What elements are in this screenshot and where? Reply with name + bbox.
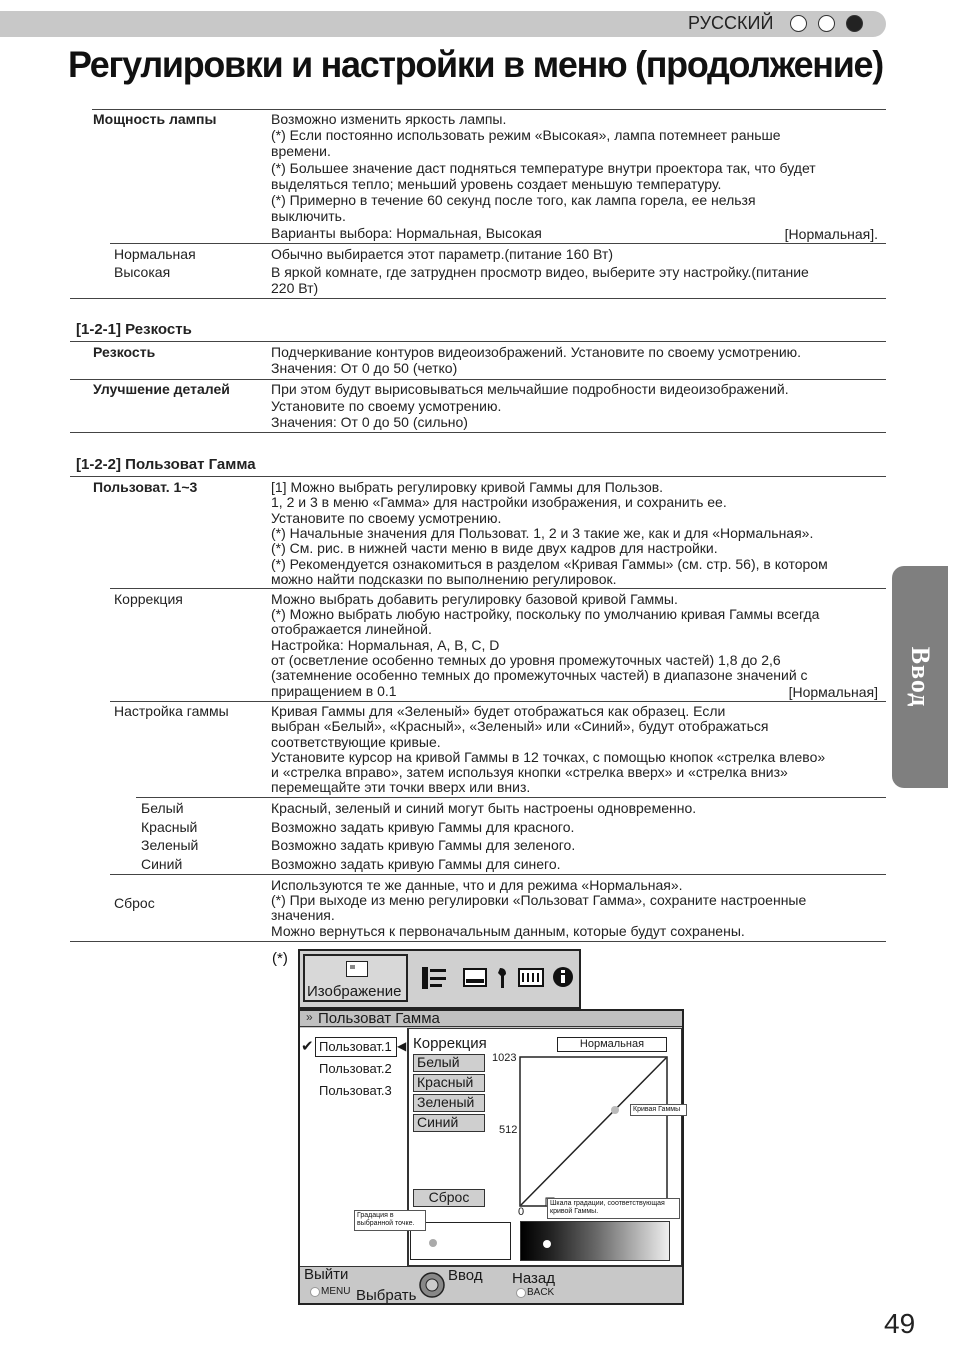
- lamp-option: Нормальная: [114, 246, 196, 262]
- gamma-setting-desc: Установите курсор на кривой Гаммы в 12 точках, с помощью кнопок «стрелка влево»: [271, 749, 826, 765]
- gradation-point: [429, 1239, 437, 1247]
- image-icon: [346, 961, 368, 977]
- lamp-default: [Нормальная].: [784, 226, 878, 242]
- color-term: Красный: [141, 819, 198, 835]
- curve-point: [611, 1106, 619, 1114]
- correction-term: Коррекция: [114, 591, 183, 607]
- gamma-desc: (*) Рекомендуется ознакомиться в разделом «Кривая Гаммы» (см. стр. 56), в котором: [271, 556, 828, 572]
- divider: [70, 298, 886, 299]
- scale-callout: Шкала градации, соответствующая кривой Гаммы.: [547, 1198, 680, 1219]
- detail-desc: Установите по своему усмотрению.: [271, 398, 502, 414]
- tab-image[interactable]: [303, 954, 408, 1002]
- indicator-circle-active: [846, 15, 863, 32]
- correction-desc: Настройка: Нормальная, A, B, C, D: [271, 637, 500, 653]
- lamp-line: Варианты выбора: Нормальная, Высокая: [271, 225, 542, 241]
- back-key-label: BACK: [527, 1287, 555, 1298]
- section-heading: [1-2-2] Пользоват Гамма: [76, 456, 256, 473]
- indicator-circle: [790, 15, 807, 32]
- gamma-setting-desc: выбран «Белый», «Красный», «Зеленый» или «Синий», будут отображаться: [271, 718, 769, 734]
- gamma-desc: (*) См. рис. в нижней части меню в виде двух кадров для настройки.: [271, 540, 718, 556]
- section-tab-label: Ввод: [906, 646, 935, 708]
- gamma-desc: [1] Можно выбрать регулировку кривой Гаммы для Пользов.: [271, 479, 664, 495]
- check-icon: ✔: [301, 1038, 314, 1055]
- correction-desc: от (осветление особенно темных до уровня промежуточных частей) 1,8 до 2,6: [271, 652, 781, 668]
- lamp-option-desc: В яркой комнате, где затруднен просмотр видео, выберите эту настройку.(питание: [271, 264, 809, 280]
- wrench-icon: [498, 968, 506, 988]
- gamma-desc: 1, 2 и 3 в меню «Гамма» для настройки изображения, и сохранить ее.: [271, 494, 727, 510]
- divider: [110, 874, 886, 875]
- axis-top-label: 1023: [492, 1052, 517, 1064]
- color-term: Белый: [141, 800, 184, 816]
- correction-desc: отображается линейной.: [271, 621, 432, 637]
- color-term: Зеленый: [141, 837, 199, 853]
- network-icon: [519, 969, 543, 986]
- green-button[interactable]: Зеленый: [413, 1094, 485, 1112]
- lamp-term: Мощность лампы: [93, 111, 217, 127]
- reset-button[interactable]: Сброс: [413, 1189, 485, 1207]
- axis-zero-label: 0: [518, 1206, 525, 1218]
- lamp-line: Возможно изменить яркость лампы.: [271, 111, 507, 127]
- breadcrumb: Пользоват Гамма: [318, 1010, 440, 1027]
- divider: [70, 476, 886, 477]
- divider: [110, 588, 886, 589]
- dpad-icon: [418, 1271, 446, 1299]
- divider: [92, 109, 886, 110]
- correction-desc: Можно выбрать добавить регулировку базовой кривой Гаммы.: [271, 591, 678, 607]
- exit-label[interactable]: Выйти: [304, 1266, 349, 1283]
- menu-button-icon: [310, 1287, 320, 1297]
- user-3-item[interactable]: Пользоват.3: [319, 1083, 392, 1098]
- info-icon: [553, 967, 573, 987]
- tab-image-label: Изображение: [307, 983, 402, 1000]
- reset-desc: Можно вернуться к первоначальным данным, которые будут сохранены.: [271, 923, 745, 939]
- section-heading: [1-2-1] Резкость: [76, 321, 192, 338]
- gradation-scale: [520, 1221, 670, 1261]
- chevron-right-icon: »: [306, 1010, 313, 1024]
- gamma-graph: [519, 1056, 669, 1208]
- divider: [110, 243, 886, 244]
- correction-desc: (затемнение особенно темных до промежуточных частей) в диапазоне значений с: [271, 667, 808, 683]
- white-button[interactable]: Белый: [413, 1054, 485, 1072]
- lamp-line: выделяться тепло; меньший уровень создает меньшую температуру.: [271, 176, 722, 192]
- language-label: РУССКИЙ: [688, 13, 774, 33]
- lamp-option-desc: 220 Вт): [271, 280, 319, 296]
- gamma-desc: (*) Начальные значения для Пользоват. 1, 2 и 3 такие же, как и для «Нормальная».: [271, 525, 814, 541]
- detail-desc: Значения: От 0 до 50 (сильно): [271, 414, 468, 430]
- scale-marker: [543, 1240, 551, 1248]
- sharp-term: Резкость: [93, 344, 156, 360]
- lamp-option-desc: Обычно выбирается этот параметр.(питание 160 Вт): [271, 246, 614, 262]
- gamma-setting-term: Настройка гаммы: [114, 703, 229, 719]
- select-label[interactable]: Выбрать: [356, 1287, 417, 1304]
- color-desc: Возможно задать кривую Гаммы для синего.: [271, 856, 561, 872]
- gamma-setting-desc: перемещайте эти точки вверх или вниз.: [271, 779, 531, 795]
- display-icon: [464, 969, 486, 986]
- user-2-item[interactable]: Пользоват.2: [319, 1061, 392, 1076]
- reset-desc: (*) При выходе из меню регулировки «Пользоват Гамма», сохраните настроенные: [271, 892, 807, 908]
- blue-button[interactable]: Синий: [413, 1114, 485, 1132]
- lamp-line: (*) Примерно в течение 60 секунд после того, как лампа горела, ее нельзя: [271, 192, 756, 208]
- divider: [70, 379, 886, 380]
- page-title: Регулировки и настройки в меню (продолжение): [68, 44, 883, 85]
- user-1-item[interactable]: [315, 1037, 397, 1057]
- section-tab: [892, 566, 948, 788]
- divider: [70, 341, 886, 342]
- color-desc: Возможно задать кривую Гаммы для зеленого.: [271, 837, 576, 853]
- settings-icon: [422, 967, 446, 989]
- correction-desc: приращением в 0.1: [271, 683, 397, 699]
- menu-key-label: MENU: [321, 1286, 351, 1297]
- axis-mid-label: 512: [499, 1124, 518, 1136]
- menu-icons: [420, 965, 580, 991]
- lamp-line: времени.: [271, 143, 331, 159]
- page-number: 49: [884, 1308, 916, 1339]
- red-button[interactable]: Красный: [413, 1074, 485, 1092]
- lamp-line: выключить.: [271, 208, 346, 224]
- reset-desc: значения.: [271, 907, 335, 923]
- gamma-term: Пользоват. 1~3: [93, 479, 198, 495]
- breadcrumb-bar: [300, 1011, 682, 1027]
- gamma-desc: Установите по своему усмотрению.: [271, 510, 502, 526]
- color-desc: Возможно задать кривую Гаммы для красного.: [271, 819, 575, 835]
- gamma-desc: можно найти подсказки по выполнению регулировок.: [271, 571, 617, 587]
- back-button-icon: [516, 1288, 526, 1298]
- detail-desc: При этом будут вырисовываться мельчайшие подробности видеоизображений.: [271, 381, 789, 397]
- gamma-setting-desc: Кривая Гаммы для «Зеленый» будет отображаться как образец. Если: [271, 703, 726, 719]
- divider: [110, 701, 886, 702]
- user-1-label: Пользоват.1: [319, 1039, 392, 1054]
- correction-default: [Нормальная]: [788, 684, 878, 700]
- lamp-line: (*) Большее значение даст подняться температуре внутри проектора так, что будет: [271, 160, 816, 176]
- indicator-circle: [818, 15, 835, 32]
- divider: [70, 432, 886, 433]
- sharp-desc: Значения: От 0 до 50 (четко): [271, 360, 458, 376]
- gamma-setting-desc: и «стрелка вправо», затем используя кнопки «стрелка вверх» и «стрелка вниз»: [271, 764, 788, 780]
- reset-desc: Используются те же данные, что и для режима «Нормальная».: [271, 877, 683, 893]
- divider: [70, 941, 886, 942]
- curve-callout: Кривая Гаммы: [630, 1104, 687, 1116]
- reset-term: Сброс: [114, 895, 155, 911]
- lamp-option: Высокая: [114, 264, 171, 280]
- detail-term: Улучшение деталей: [93, 381, 230, 397]
- enter-label[interactable]: Ввод: [448, 1267, 483, 1284]
- sharp-desc: Подчеркивание контуров видеоизображений. Установите по своему усмотрению.: [271, 344, 802, 360]
- arrow-left-icon: ◀: [397, 1039, 407, 1053]
- correction-dropdown[interactable]: Нормальная: [557, 1037, 667, 1052]
- correction-label: Коррекция: [413, 1035, 487, 1052]
- correction-desc: (*) Можно выбрать любую настройку, поскольку по умолчанию кривая Гаммы всегда: [271, 606, 820, 622]
- figure-note: (*): [272, 950, 288, 967]
- color-desc: Красный, зеленый и синий могут быть настроены одновременно.: [271, 800, 697, 816]
- gradation-callout: Градация в выбранной точке.: [354, 1210, 426, 1231]
- divider: [136, 797, 886, 798]
- color-term: Синий: [141, 856, 183, 872]
- back-label[interactable]: Назад: [512, 1270, 555, 1287]
- gamma-setting-desc: соответствующие кривые.: [271, 734, 441, 750]
- lamp-line: (*) Если постоянно использовать режим «Высокая», лампа потемнеет раньше: [271, 127, 781, 143]
